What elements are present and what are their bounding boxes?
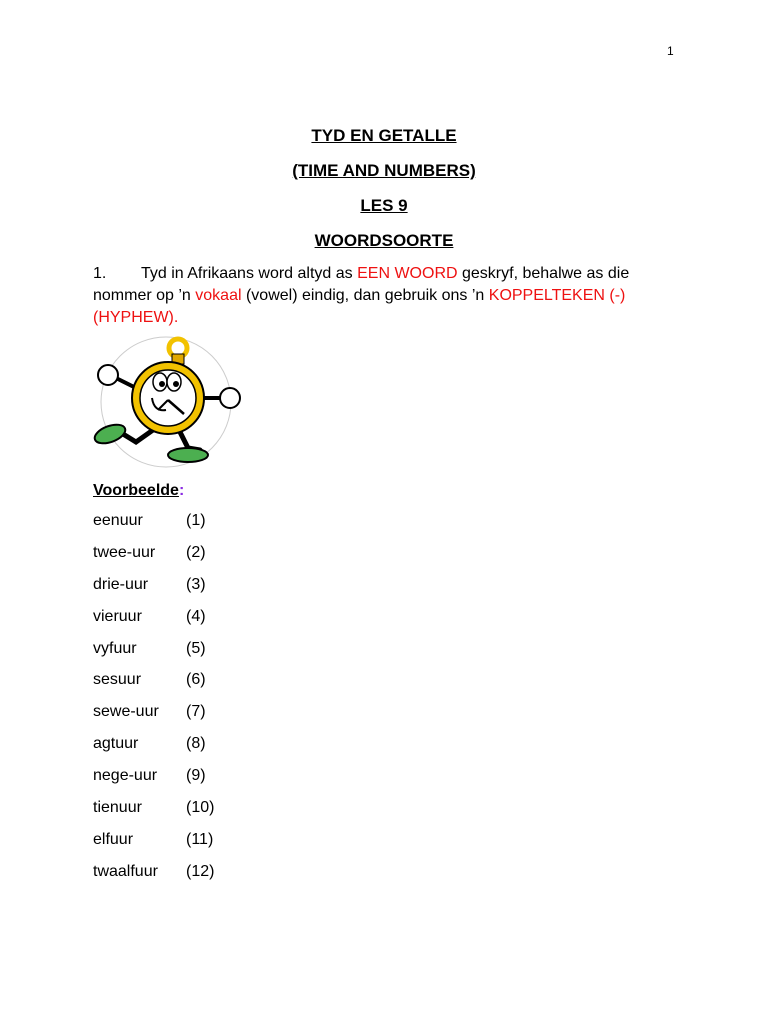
example-row <box>93 703 214 735</box>
example-number: (12) <box>186 862 215 880</box>
example-row <box>93 863 214 895</box>
example-word: eenuur <box>93 512 143 529</box>
example-word: drie-uur <box>93 575 149 593</box>
example-word: sesuur <box>93 671 142 689</box>
running-clock-illustration <box>88 330 243 470</box>
example-word: elfuur <box>93 830 134 848</box>
examples-heading <box>93 482 184 500</box>
title-tyd-en-getalle: TYD EN GETALLE <box>311 126 457 145</box>
example-row <box>93 831 214 863</box>
highlight-koppelteken: KOPPELTEKEN (-) (HYPHEW). <box>93 287 626 326</box>
example-word: twaalfuur <box>93 862 158 880</box>
title-woordsoorte: WOORDSOORTE <box>314 231 454 250</box>
example-number: (5) <box>186 639 206 657</box>
example-row <box>93 512 214 544</box>
example-number: (11) <box>186 830 214 848</box>
example-word: tienuur <box>93 799 142 817</box>
paragraph-text-3: (vowel) eindig, dan gebruik ons ’n <box>241 287 489 304</box>
example-row <box>93 640 214 672</box>
example-number: (6) <box>186 671 206 689</box>
page-number: 1 <box>667 44 674 58</box>
highlight-vokaal: vokaal <box>195 287 242 304</box>
examples-colon: : <box>178 482 185 499</box>
paragraph-text-2: geskryf, behalwe as die nommer op ’n <box>93 265 630 304</box>
example-row <box>93 799 214 831</box>
example-number: (4) <box>186 607 206 625</box>
example-row <box>93 671 214 703</box>
examples-label: Voorbeelde <box>93 482 179 499</box>
example-word: vyfuur <box>93 639 137 657</box>
example-row <box>93 544 214 576</box>
paragraph-number: 1. <box>93 265 107 282</box>
example-row <box>93 735 214 767</box>
example-word: twee-uur <box>93 543 156 561</box>
example-number: (8) <box>186 735 206 753</box>
example-number: (9) <box>186 767 206 785</box>
example-word: sewe-uur <box>93 703 159 721</box>
rule-paragraph <box>93 263 653 329</box>
example-row <box>93 576 214 608</box>
example-number: (2) <box>186 543 206 561</box>
example-number: (3) <box>186 575 206 593</box>
examples-list <box>93 512 214 895</box>
title-les-9: LES 9 <box>360 196 408 215</box>
example-word: vieruur <box>93 607 142 625</box>
example-number: (1) <box>186 512 206 529</box>
example-word: nege-uur <box>93 767 158 785</box>
highlight-een-woord: EEN WOORD <box>357 265 458 282</box>
example-word: agtuur <box>93 735 139 753</box>
example-number: (7) <box>186 703 206 721</box>
example-row <box>93 608 214 640</box>
paragraph-text-1: Tyd in Afrikaans word altyd as <box>141 265 358 282</box>
title-time-and-numbers: (TIME AND NUMBERS) <box>292 161 476 180</box>
example-row <box>93 767 214 799</box>
example-number: (10) <box>186 799 215 817</box>
